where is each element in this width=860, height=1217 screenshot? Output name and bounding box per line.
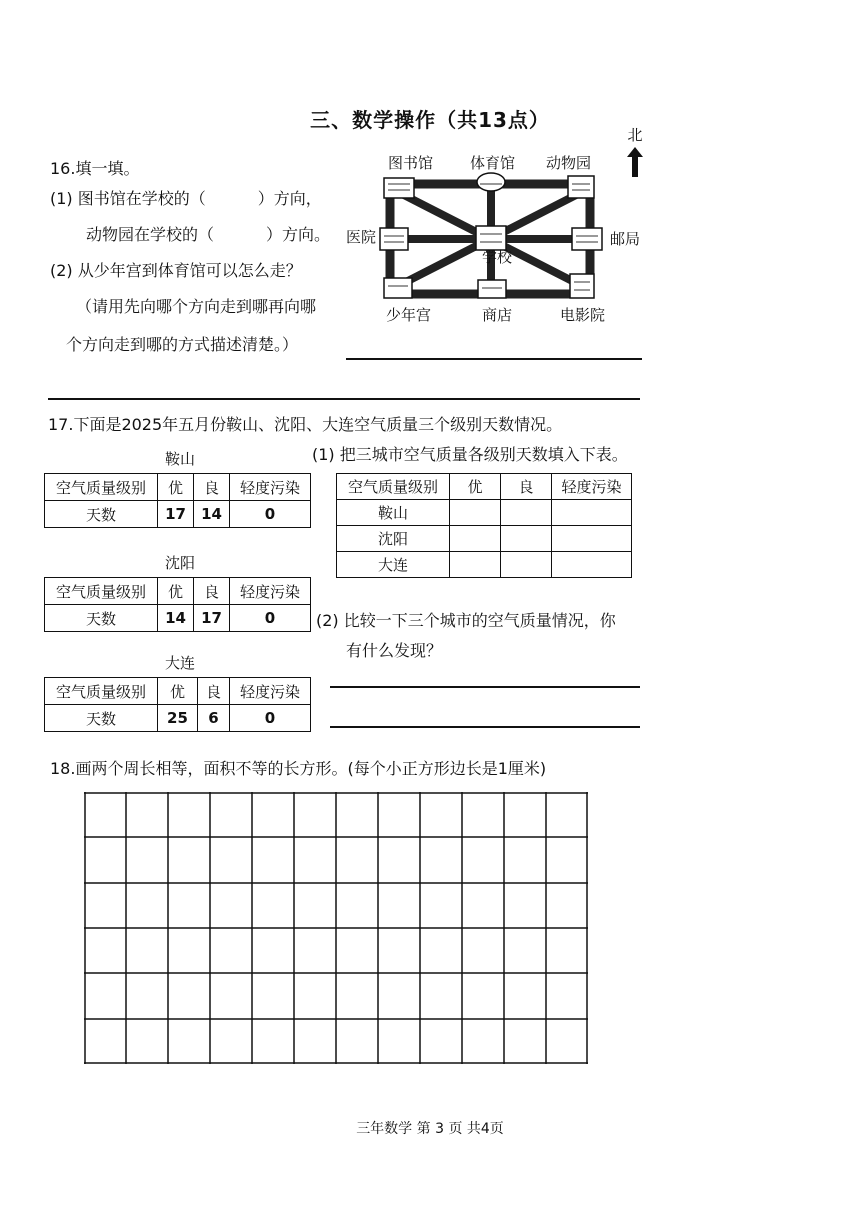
q16-heading: 16.填一填。 <box>50 159 140 178</box>
q17-part1: (1) 把三城市空气质量各级别天数填入下表。 <box>312 445 628 464</box>
map-label-zoo: 动物园 <box>546 154 592 172</box>
shenyang-light-pollution-days: 0 <box>230 605 311 632</box>
answer-line[interactable] <box>48 398 640 400</box>
north-label: 北 <box>627 126 643 144</box>
page-footer: 三年数学 第 3 页 共4页 <box>356 1121 504 1137</box>
header-level: 空气质量级别 <box>45 678 158 705</box>
post-office-building-icon <box>572 228 602 250</box>
q16-hint-line2: 个方向走到哪的方式描述清楚。） <box>66 335 299 354</box>
fill-cell[interactable] <box>450 552 501 578</box>
city-title-anshan: 鞍山 <box>164 450 195 468</box>
library-building-icon <box>384 178 414 198</box>
q16-part1a <box>50 186 322 209</box>
city-title-shenyang: 沈阳 <box>164 554 195 572</box>
row-label-dalian: 大连 <box>337 552 450 578</box>
header-good: 良 <box>501 474 552 500</box>
header-level: 空气质量级别 <box>45 474 158 501</box>
north-arrow-icon <box>626 147 644 177</box>
q16-part2: (2) 从少年宫到体育馆可以怎么走？ <box>50 261 302 280</box>
dalian-excellent-days: 25 <box>158 705 198 732</box>
header-good: 良 <box>197 678 229 705</box>
header-light-pollution: 轻度污染 <box>230 474 311 501</box>
anshan-light-pollution-days: 0 <box>230 501 311 528</box>
header-light-pollution: 轻度污染 <box>552 474 632 500</box>
map-label-store: 商店 <box>482 306 513 324</box>
store-building-icon <box>478 280 506 298</box>
header-level: 空气质量级别 <box>337 474 450 500</box>
q17-heading: 17.下面是2025年五月份鞍山、沈阳、大连空气质量三个级别天数情况。 <box>48 415 563 434</box>
row-label-days: 天数 <box>45 705 158 732</box>
header-level: 空气质量级别 <box>45 578 158 605</box>
header-excellent: 优 <box>158 474 194 501</box>
answer-line[interactable] <box>330 686 640 688</box>
dalian-good-days: 6 <box>197 705 229 732</box>
map-label-hospital: 医院 <box>346 228 377 246</box>
header-excellent: 优 <box>158 678 198 705</box>
anshan-table <box>44 473 311 528</box>
header-excellent: 优 <box>450 474 501 500</box>
row-label-days: 天数 <box>45 501 158 528</box>
row-label-shenyang: 沈阳 <box>337 526 450 552</box>
dalian-table <box>44 677 311 732</box>
map-label-post-office: 邮局 <box>610 230 641 248</box>
map-label-school: 学校 <box>482 248 513 266</box>
fill-cell[interactable] <box>552 526 632 552</box>
shenyang-good-days: 17 <box>194 605 230 632</box>
drawing-grid[interactable] <box>84 792 588 1064</box>
fill-cell[interactable] <box>450 500 501 526</box>
header-excellent: 优 <box>158 578 194 605</box>
answer-line[interactable] <box>346 358 642 360</box>
section-title: 三、数学操作（共13点） <box>310 108 550 132</box>
zoo-building-icon <box>568 176 594 198</box>
anshan-good-days: 14 <box>194 501 230 528</box>
cinema-building-icon <box>570 274 594 298</box>
q16-part1b-text: 动物园在学校的（ <box>86 225 215 244</box>
q16-part1a-text: (1) 图书馆在学校的（ <box>50 189 206 208</box>
q18-heading: 18.画两个周长相等，面积不等的长方形。(每个小正方形边长是1厘米) <box>50 759 547 778</box>
answer-line[interactable] <box>330 726 640 728</box>
row-label-anshan: 鞍山 <box>337 500 450 526</box>
shenyang-excellent-days: 14 <box>158 605 194 632</box>
hospital-building-icon <box>380 228 408 250</box>
fill-cell[interactable] <box>501 552 552 578</box>
map-label-stadium: 体育馆 <box>470 154 516 172</box>
shenyang-table <box>44 577 311 632</box>
anshan-excellent-days: 17 <box>158 501 194 528</box>
youth-palace-building-icon <box>384 278 412 298</box>
q16-part1b-tail: ）方向。 <box>266 225 331 244</box>
header-light-pollution: 轻度污染 <box>230 678 311 705</box>
map-label-youth-palace: 少年宫 <box>386 306 432 324</box>
fill-cell[interactable] <box>552 552 632 578</box>
map-diagram <box>376 172 618 302</box>
stadium-building-icon <box>477 173 505 191</box>
row-label-days: 天数 <box>45 605 158 632</box>
q16-hint-line1: （请用先向哪个方向走到哪再向哪 <box>76 297 317 316</box>
fill-cell[interactable] <box>552 500 632 526</box>
north-indicator <box>626 124 644 177</box>
fill-cell[interactable] <box>450 526 501 552</box>
combined-fill-table <box>336 473 632 578</box>
fill-cell[interactable] <box>501 526 552 552</box>
q16-part1a-tail: ）方向， <box>257 189 322 208</box>
fill-cell[interactable] <box>501 500 552 526</box>
city-title-dalian: 大连 <box>164 654 195 672</box>
header-good: 良 <box>194 474 230 501</box>
header-light-pollution: 轻度污染 <box>230 578 311 605</box>
map-label-library: 图书馆 <box>388 154 434 172</box>
map-label-cinema: 电影院 <box>560 306 606 324</box>
q17-part2-line1: (2) 比较一下三个城市的空气质量情况，你 <box>316 611 616 630</box>
q16-part1b <box>86 222 330 245</box>
header-good: 良 <box>194 578 230 605</box>
dalian-light-pollution-days: 0 <box>230 705 311 732</box>
q17-part2-line2: 有什么发现？ <box>346 641 443 660</box>
